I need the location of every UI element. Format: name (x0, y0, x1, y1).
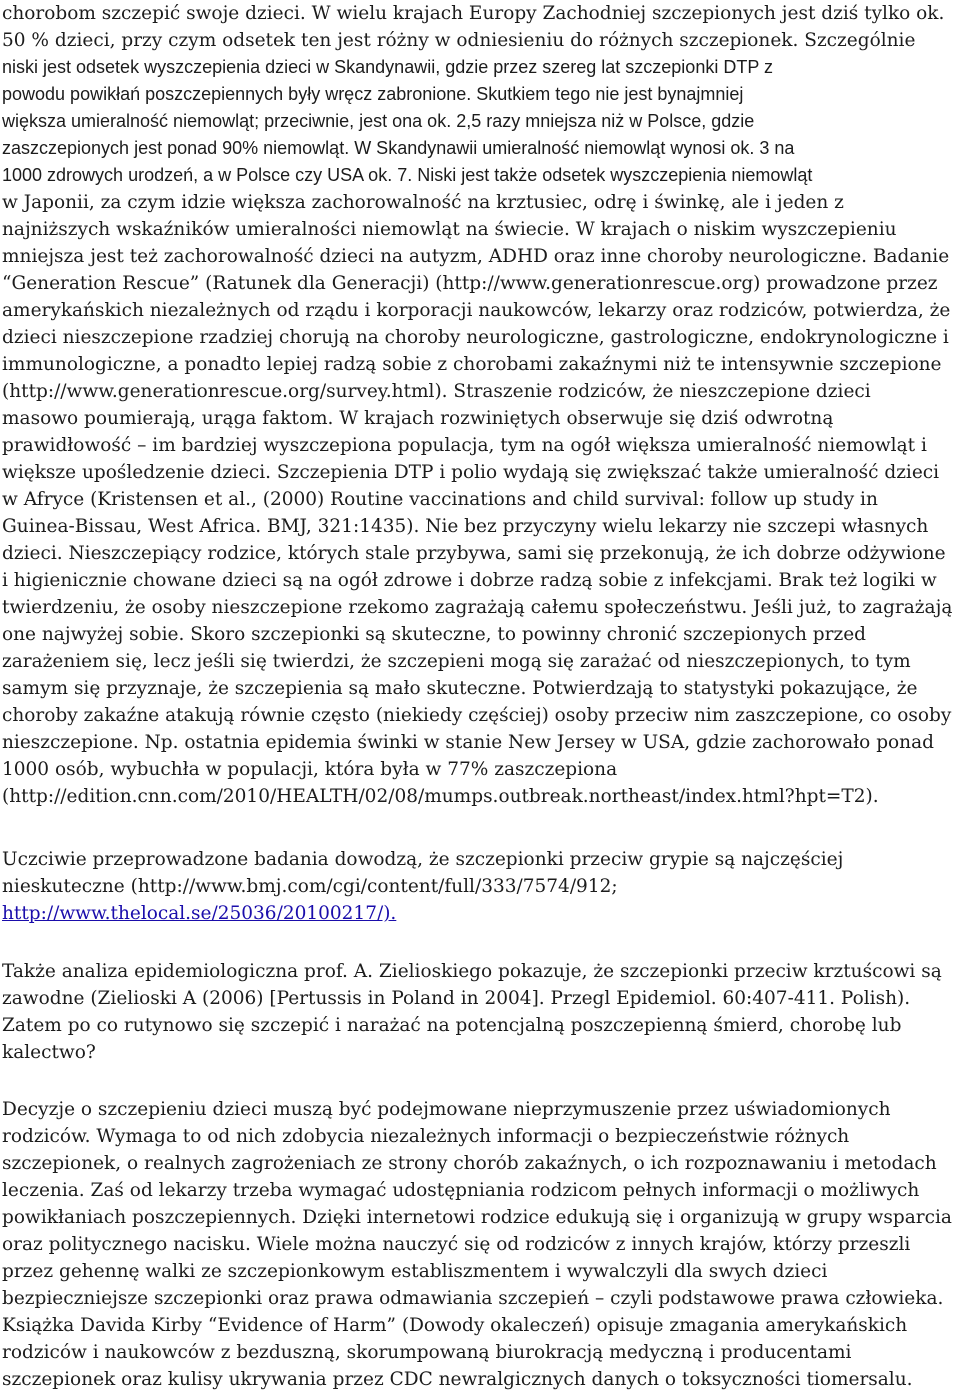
text-line: powodu powikłań poszczepiennych były wręcz zabronione. Skutkiem tego nie jest bynajmniej (2, 84, 744, 104)
text-line: prawidłowość – im bardziej wyszczepiona populacja, tym na ogół większa umieralność niemowląt i (2, 435, 927, 456)
text-line: dzieci nieszczepione rzadziej chorują na choroby neurologiczne, gastrologiczne, endokrynologiczne i (2, 327, 949, 348)
text-line: (http://edition.cnn.com/2010/HEALTH/02/08/mumps.outbreak.northeast/index.html?hpt=T2). (2, 786, 879, 807)
text-line: immunologiczne, a ponadto lepiej radzą sobie z chorobami zakaźnymi niż te intensywnie szczepione (2, 354, 942, 375)
text-line: 1000 osób, wybuchła w populacji, która była w 77% zaszczepiona (2, 759, 618, 780)
text-line: nieszczepione. Np. ostatnia epidemia świnki w stanie New Jersey w USA, gdzie zachorowało ponad (2, 732, 934, 753)
text-line: leczenia. Zaś od lekarzy trzeba wymagać udostępniania rodzicom pełnych informacji o możliwych (2, 1180, 920, 1201)
text-line: twierdzeniu, że osoby nieszczepione rzekomo zagrażają całemu społeczeństwu. Jeśli już, to zagrażają (2, 597, 953, 618)
text-line: dzieci. Nieszczepiący rodzice, których stale przybywa, sami się przekonują, że ich dobrze odżywione (2, 543, 946, 564)
text-line: (http://www.generationrescue.org/survey.html). Straszenie rodziców, że nieszczepione dzieci (2, 381, 871, 402)
text-line: bezpieczniejsze szczepionki oraz prawa odmawiania szczepień – czyli podstawowe prawa człowieka. (2, 1288, 944, 1309)
text-line: większa umieralność niemowląt; przeciwnie, jest ona ok. 2,5 razy mniejsza niż w Polsce, gdzie (2, 111, 755, 131)
text-line: mniejsza jest też zachorowalność dzieci na autyzm, ADHD oraz inne choroby neurologiczne. Badanie (2, 246, 950, 267)
text-line: w Japonii, za czym idzie większa zachorowalność na krztusiec, odrę i świnkę, ale i jeden z (2, 192, 844, 213)
text-line: amerykańskich niezależnych od rządu i korporacji naukowców, lekarzy oraz rodziców, potwierdza, że (2, 300, 951, 321)
text-line: 1000 zdrowych urodzeń, a w Polsce czy USA ok. 7. Niski jest także odsetek wyszczepienia niemowląt (2, 165, 813, 185)
text-line: Książka Davida Kirby “Evidence of Harm” (Dowody okaleczeń) opisuje zmagania amerykańskich (2, 1315, 908, 1336)
text-line: oraz politycznego nacisku. Wiele można nauczyć się od rodziców z innych krajów, którzy przeszli (2, 1234, 911, 1255)
text-line: niski jest odsetek wyszczepienia dzieci w Skandynawii, gdzie przez szereg lat szczepionki DTP z (2, 57, 774, 77)
text-line: nieskuteczne (http://www.bmj.com/cgi/content/full/333/7574/912; (2, 876, 618, 897)
reference-link[interactable]: http://www.thelocal.se/25036/20100217/). (2, 903, 397, 924)
text-line: one najwyżej sobie. Skoro szczepionki są skuteczne, to powinny chronić szczepionych przed (2, 624, 867, 645)
text-line: zarażeniem się, lecz jeśli się twierdzi, że szczepieni mogą się zarażać od nieszczepionych, to tym (2, 651, 911, 672)
text-line: Uczciwie przeprowadzone badania dowodzą, że szczepionki przeciw grypie są najczęściej (2, 849, 844, 870)
text-line: “Generation Rescue” (Ratunek dla Generacji) (http://www.generationrescue.org) prowadzone przez (2, 273, 938, 294)
text-line: masowo poumierają, urąga faktom. W krajach rozwiniętych obserwuje się dziś odwrotną (2, 408, 834, 429)
text-line: powikłaniach poszczepiennych. Dzięki internetowi rodzice edukują się i organizują w grupy wsparcia (2, 1207, 952, 1228)
text-line: szczepionek oraz kulisy ukrywania przez CDC newralgicznych danych o toksyczności tiomersalu. (2, 1369, 913, 1390)
text-line: Decyzje o szczepieniu dzieci muszą być podejmowane nieprzymuszenie przez uświadomionych (2, 1099, 891, 1120)
text-line: i higienicznie chowane dzieci są na ogół zdrowe i dobrze radzą sobie z infekcjami. Brak też logiki w (2, 570, 937, 591)
text-line: najniższych wskaźników umieralności niemowląt na świecie. W krajach o niskim wyszczepieniu (2, 219, 897, 240)
text-line: Zatem po co rutynowo się szczepić i narażać na potencjalną poszczepienną śmierd, chorobę lub (2, 1015, 902, 1036)
text-line: Guinea-Bissau, West Africa. BMJ, 321:1435). Nie bez przyczyny wielu lekarzy nie szczepi własnych (2, 516, 929, 537)
text-line: w Afryce (Kristensen et al., (2000) Routine vaccinations and child survival: follow up study in (2, 489, 878, 510)
text-line: zaszczepionych jest ponad 90% niemowląt. W Skandynawii umieralność niemowląt wynosi ok. 3 na (2, 138, 795, 158)
text-line: rodziców. Wymaga to od nich zdobycia niezależnych informacji o bezpieczeństwie różnych (2, 1126, 850, 1147)
text-line: rodziców i naukowców z bezduszną, skorumpowaną biurokracją medyczną i producentami (2, 1342, 852, 1363)
text-line: szczepionek, o realnych zagrożeniach ze strony chorób zakaźnych, o ich rozpoznawaniu i metodach (2, 1153, 937, 1174)
text-line: choroby zakaźne atakują równie często (niekiedy częściej) osoby przeciw nim zaszczepione, co osoby (2, 705, 952, 726)
text-line: 50 % dzieci, przy czym odsetek ten jest różny w odniesieniu do różnych szczepionek. Szczególnie (2, 30, 916, 51)
text-line: Także analiza epidemiologiczna prof. A. Zielioskiego pokazuje, że szczepionki przeciw krztuścowi są (2, 961, 942, 982)
text-line: większe upośledzenie dzieci. Szczepienia DTP i polio wydają się zwiększać także umieralność dzieci (2, 462, 940, 483)
text-line: chorobom szczepić swoje dzieci. W wielu krajach Europy Zachodniej szczepionych jest dziś tylko ok. (2, 3, 945, 24)
text-line: kalectwo? (2, 1042, 96, 1063)
text-line: przez gehennę walki ze szczepionkowym establiszmentem i wywalczyli dla swych dzieci (2, 1261, 828, 1282)
text-line: zawodne (Zielioski A (2006) [Pertussis in Poland in 2004]. Przegl Epidemiol. 60:407-411. Polish). (2, 988, 911, 1009)
text-line: samym się przyznaje, że szczepienia są mało skuteczne. Potwierdzają to statystyki pokazujące, że (2, 678, 918, 699)
